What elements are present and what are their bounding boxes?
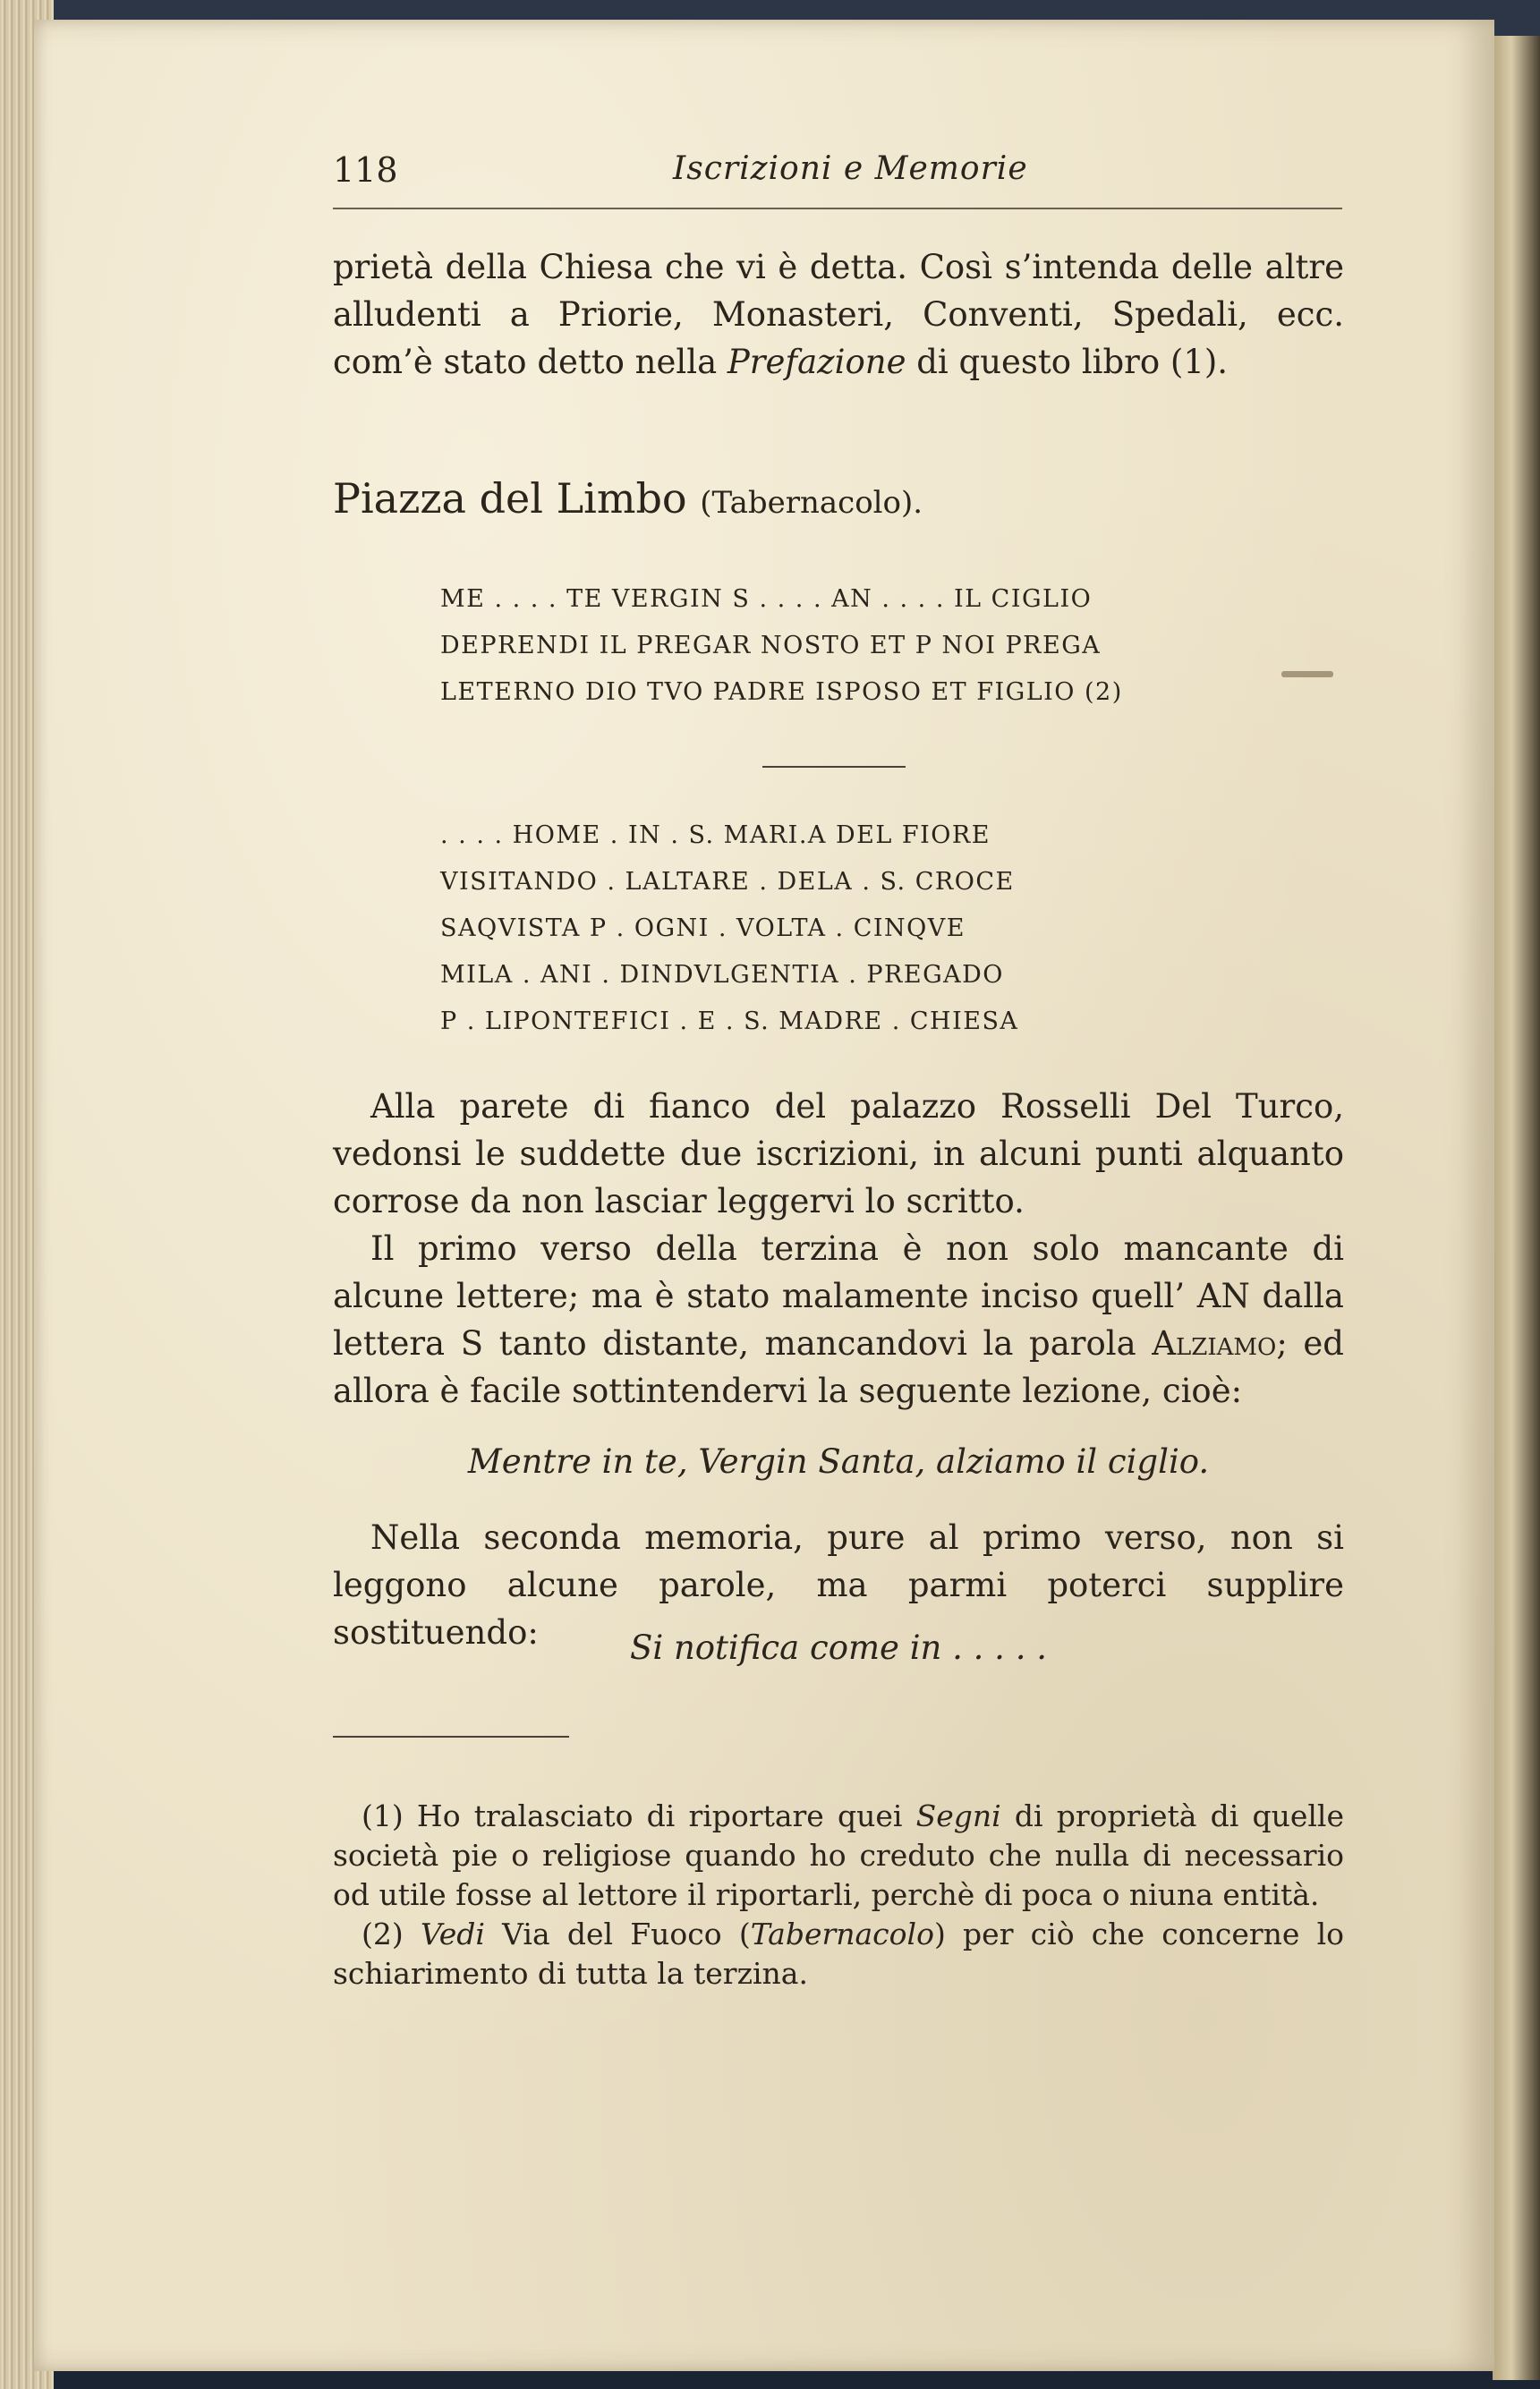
p2-text-end: ; ed allora è facile sottintendervi la seguente lezione, cioè: [333, 1324, 1344, 1410]
inscription-line: ME . . . . TE VERGIN S . . . . AN . . . . IL CIGLIO [440, 585, 1093, 613]
footnote-2-italic: Vedi [420, 1917, 485, 1951]
inscription-line: MILA . ANI . DINDVLGENTIA . PREGADO [440, 961, 1004, 989]
p2-small-caps: Alziamo [1152, 1324, 1277, 1363]
footnote-2-text: Via del Fuoco ( [484, 1917, 751, 1951]
body-text [333, 1083, 1344, 1415]
footnote-rule [333, 1736, 569, 1738]
inscription-two [440, 812, 1246, 1045]
section-heading [333, 474, 1344, 523]
inscription-one [440, 576, 1246, 716]
footnotes [333, 1797, 1344, 1994]
footnote-1-rest: di proprietà di quelle società pie o religiose quando ho creduto che nulla di necessario od utile fosse al lettore il riportarli, perchè di poca o niuna entità. [333, 1798, 1344, 1912]
inscription-line: DEPRENDI IL PREGAR NOSTO ET P NOI PREGA [440, 632, 1102, 659]
inscription-line: VISITANDO . LALTARE . DELA . S. CROCE [440, 868, 1015, 896]
verse-1: Mentre in te, Vergin Santa, alziamo il ciglio. [467, 1442, 1210, 1481]
intro-text: prietà della Chiesa che vi è detta. Così s’intenda delle altre alludenti a Priorie, Monasteri, Conventi, Spedali, ecc. com’è stato detto nella [333, 248, 1344, 381]
footnote-1 [333, 1797, 1344, 1915]
page-number: 118 [333, 150, 398, 190]
inscription-line: LETERNO DIO TVO PADRE ISPOSO ET FIGLIO (2) [440, 678, 1123, 706]
inscription-line: . . . . HOME . IN . S. MARI.A DEL FIORE [440, 821, 991, 849]
body-paragraph-3: Nella seconda memoria, pure al primo verso, non si leggono alcune parole, ma parmi poterci supplire sostituendo: [333, 1518, 1344, 1652]
intro-italic: Prefazione [727, 343, 906, 381]
ink-mark [1281, 671, 1333, 677]
body-paragraph-1: Alla parete di fianco del palazzo Rosselli Del Turco, vedonsi le suddette due iscrizioni, in alcuni punti alquanto corrose da non lasciar leggervi lo scritto. [333, 1087, 1344, 1220]
section-subtitle: (Tabernacolo). [700, 485, 923, 521]
footnote-1-italic: Segni [915, 1798, 1001, 1833]
inscription-line: P . LIPONTEFICI . E . S. MADRE . CHIESA [440, 1007, 1019, 1035]
footnote-2-rest: ) per ciò che concerne lo schiarimento di tutta la terzina. [333, 1917, 1345, 1991]
footnote-2-italic-2: Tabernacolo [750, 1917, 934, 1951]
footnote-2-mark: (2) [362, 1917, 421, 1951]
binding-edge [1493, 36, 1540, 2380]
footnote-1-text: (1) Ho tralasciato di riportare quei [362, 1798, 916, 1833]
verse-2: Si notifica come in . . . . . [630, 1628, 1047, 1667]
intro-paragraph [333, 243, 1344, 386]
p2-text: Il primo verso della terzina è non solo mancante di alcune lettere; ma è stato malamente inciso quell’ AN dalla lettera S tanto distante, mancandovi la parola [333, 1229, 1344, 1363]
section-title: Piazza del Limbo [333, 474, 687, 523]
intro-text-end: di questo libro (1). [906, 343, 1229, 381]
separator-rule [762, 766, 906, 768]
footnote-2 [333, 1915, 1344, 1994]
body-paragraph-2 [333, 1225, 1344, 1415]
running-title: Iscrizioni e Memorie [673, 150, 1028, 187]
running-header [333, 145, 1342, 209]
inscription-line: SAQVISTA P . OGNI . VOLTA . CINQVE [440, 914, 966, 942]
